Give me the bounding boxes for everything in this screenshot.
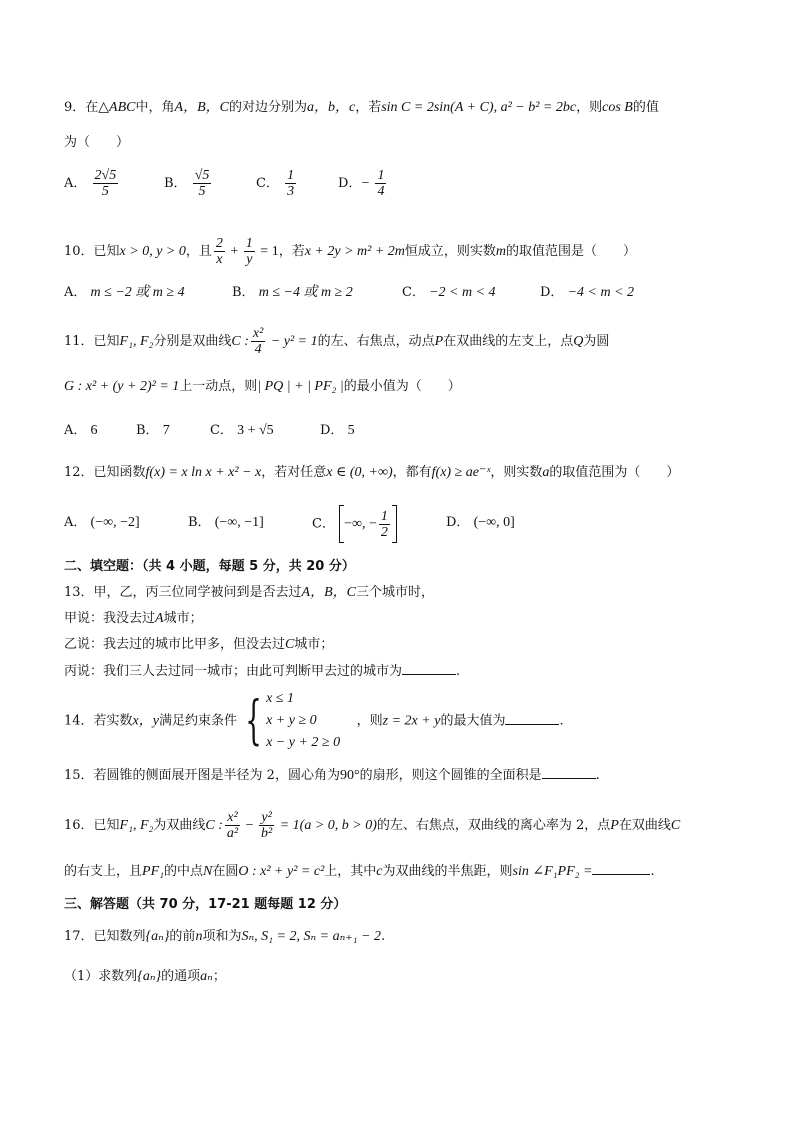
answer-blank	[402, 662, 456, 675]
q15-angle: 90°	[339, 768, 360, 783]
q9-option-a	[64, 168, 120, 199]
q12-option-a	[64, 514, 140, 532]
option-label: D．	[320, 423, 344, 438]
q12-option-d	[446, 514, 515, 532]
option-label: C．	[210, 423, 233, 438]
numerator: 2	[215, 236, 223, 251]
q16-text: 的右支上，且	[64, 864, 143, 879]
denominator: 2	[380, 524, 388, 540]
answer-blank	[592, 862, 650, 875]
q11-curve: C :	[231, 334, 249, 349]
numerator: √5	[194, 168, 210, 183]
q9-option-d	[338, 168, 388, 199]
q14-text: 的最大值为	[440, 713, 506, 729]
q17-sequence: {aₙ}	[137, 969, 162, 984]
q11-option-a	[64, 422, 98, 440]
q11-q: Q	[573, 334, 584, 349]
option-value: −4 < m < 2	[567, 285, 635, 300]
q11-option-b	[136, 422, 170, 440]
period: .	[380, 929, 386, 944]
q15-text: 15．若圆锥的侧面展开图是半径为 2，圆心角为	[64, 768, 340, 783]
period: .	[456, 664, 461, 679]
q17-text: 的通项	[161, 969, 201, 984]
q16-number: 16．已知	[64, 818, 120, 833]
q16-c-var: c	[376, 864, 383, 879]
q9-cosb: cos B	[602, 100, 633, 115]
q17-part1	[64, 968, 226, 986]
q16-circle: O : x² + y² = c²	[238, 864, 325, 879]
equals: = 1	[256, 244, 279, 259]
option-label: D．	[338, 176, 362, 191]
q9-text: ，则	[576, 100, 603, 115]
q16-c: C	[670, 818, 681, 833]
q9-line2: 为（ ）	[64, 135, 130, 150]
q14-line	[64, 688, 564, 755]
q13-text: 丙说：我们三人去过同一城市；由此可判断甲去过的城市为	[64, 664, 403, 679]
q11-expression: | PQ | + | PF₂ |	[257, 379, 344, 394]
numerator: 1	[287, 168, 295, 183]
q14-text: 满足约束条件	[158, 713, 237, 729]
q16-text: 为双曲线	[153, 818, 206, 833]
option-label: A．	[64, 176, 87, 191]
numerator: x²	[227, 810, 238, 825]
q12-inequality: f(x) ≥ ae⁻ˣ	[431, 465, 491, 480]
denominator: b²	[261, 826, 273, 841]
q12-option-c	[312, 505, 397, 543]
q11-text: 分别是双曲线	[153, 334, 232, 349]
denominator: 4	[254, 342, 262, 357]
denominator: 4	[377, 184, 385, 199]
option-label: B．	[232, 285, 255, 300]
q13-line2	[64, 610, 203, 628]
q13-line3	[64, 636, 333, 654]
option-label: D．	[540, 285, 564, 300]
denominator: 5	[101, 184, 109, 199]
q12-domain: x ∈ (0, +∞)	[326, 465, 393, 480]
period: .	[650, 864, 655, 879]
q9-option-c	[256, 168, 298, 199]
q9-a-fraction	[93, 168, 119, 199]
q17-text: ；	[212, 969, 226, 984]
q17-line1	[64, 928, 385, 946]
option-value: (−∞, −2]	[90, 515, 140, 530]
q14-objective: z = 2x + y	[382, 713, 441, 729]
q17-number: 17．已知数列	[64, 929, 146, 944]
q10-option-c	[402, 284, 496, 302]
option-value: 3 + √5	[237, 423, 274, 438]
section-2-heading: 二、填空题：（共 4 小题，每题 5 分，共 20 分）	[64, 559, 355, 574]
q12-c-fraction	[379, 509, 390, 540]
option-label: C．	[402, 285, 425, 300]
option-label: A．	[64, 423, 87, 438]
q11-option-c	[210, 422, 274, 440]
q16-foci: F₁, F₂	[119, 818, 154, 833]
q11-line1	[64, 326, 609, 357]
q13-text: 城市；	[163, 611, 203, 626]
q13-cities: A，B，C	[301, 585, 356, 600]
q13-text: 乙说：我去过的城市比甲多，但没去过	[64, 637, 286, 652]
q16-sin: sin ∠F₁PF₂ =	[512, 864, 593, 879]
q9-b-fraction	[193, 168, 212, 199]
q13-line4	[64, 662, 460, 681]
q9-sides: a，b，c	[306, 100, 356, 115]
q16-text: 的中点	[164, 864, 204, 879]
q11-line2	[64, 378, 461, 396]
constraint-1: x ≤ 1	[266, 691, 294, 706]
q12-line1	[64, 464, 679, 482]
q9-condition: sin C = 2sin(A + C), a² − b² = 2bc	[381, 100, 577, 115]
q16-text: 在圆	[212, 864, 239, 879]
constraint-2: x + y ≥ 0	[266, 713, 317, 728]
q14-number: 14．若实数	[64, 713, 133, 729]
q9-number: 9．在	[64, 100, 99, 115]
q17-text: （1）求数列	[64, 969, 138, 984]
q13-text: 甲说：我没去过	[64, 611, 156, 626]
q17-sequence: {aₙ}	[145, 929, 170, 944]
option-value: −∞, −	[344, 516, 377, 532]
q16-frac2	[259, 810, 274, 841]
q11-foci: F₁, F₂	[119, 334, 154, 349]
q16-curve: C :	[205, 818, 223, 833]
q12-text: ，都有	[392, 465, 432, 480]
q10-option-a	[64, 284, 185, 302]
q15-line	[64, 766, 600, 785]
q17-n: n	[195, 929, 203, 944]
q13-city: A	[155, 611, 164, 626]
q11-circle: G : x² + (y + 2)² = 1	[64, 379, 180, 394]
q9-text: 的对边分别为	[228, 100, 307, 115]
minus-sign: −	[361, 176, 370, 191]
q10-frac2	[244, 236, 255, 267]
q16-p: P	[610, 818, 619, 833]
q11-text: 在双曲线的左支上，点	[443, 334, 574, 349]
numerator: 1	[380, 508, 388, 524]
constraint-3: x − y + 2 ≥ 0	[266, 735, 341, 750]
answer-blank	[505, 712, 559, 725]
q11-frac	[251, 326, 265, 357]
q16-text: 的左、右焦点，双曲线的离心率为 2，点	[376, 818, 611, 833]
option-label: A．	[64, 515, 87, 530]
period: .	[595, 768, 600, 783]
q16-line2	[64, 862, 655, 881]
q16-line1	[64, 810, 680, 841]
left-brace: {	[245, 691, 262, 751]
q16-segment: PF₁	[142, 864, 164, 879]
q10-line1	[64, 236, 636, 267]
q10-condition: x > 0, y > 0	[119, 244, 186, 259]
q11-text: 上一动点，则	[179, 379, 258, 394]
option-value: −2 < m < 4	[429, 285, 496, 300]
option-value: (−∞, −1]	[214, 515, 264, 530]
q12-option-b	[188, 514, 264, 532]
q9-text: 的值	[632, 100, 659, 115]
q14-constraints	[266, 688, 340, 754]
option-label: C．	[312, 516, 335, 532]
q12-function: f(x) = x ln x + x² − x	[145, 465, 262, 480]
option-label: B．	[188, 515, 211, 530]
q16-text: 上，其中	[324, 864, 377, 879]
denominator: a²	[226, 826, 239, 841]
q9-triangle: △ABC	[98, 100, 136, 115]
q16-text: 在双曲线	[618, 818, 671, 833]
q13-text: 城市；	[294, 637, 334, 652]
period: .	[559, 713, 564, 729]
q16-frac1	[225, 810, 240, 841]
q17-condition: Sₙ, S₁ = 2, Sₙ = aₙ₊₁ − 2	[241, 929, 381, 944]
q10-option-d	[540, 284, 634, 302]
q15-text: 的扇形，则这个圆锥的全面积是	[359, 768, 542, 783]
q14-vars: x，y	[132, 713, 159, 729]
q11-text: 为圆	[583, 334, 610, 349]
option-label: D．	[446, 515, 470, 530]
q9-angles: A，B，C	[174, 100, 229, 115]
q13-city: C	[285, 637, 295, 652]
q10-option-b	[232, 284, 353, 302]
q11-p: P	[434, 334, 444, 349]
q12-text: ，则实数	[490, 465, 543, 480]
q12-var-a: a	[542, 465, 550, 480]
denominator: y	[246, 252, 253, 267]
q10-text: ，若	[278, 244, 305, 259]
q17-text: 项和为	[202, 929, 242, 944]
q11-option-d	[320, 422, 355, 440]
q11-eq: − y² = 1	[267, 334, 318, 349]
q10-inequality: x + 2y > m² + 2m	[304, 244, 405, 259]
q11-text: 的最小值为（ ）	[343, 379, 461, 394]
q16-n: N	[203, 864, 213, 879]
q16-text: 为双曲线的半焦距，则	[382, 864, 513, 879]
q9-c-fraction	[285, 168, 296, 199]
q17-term: aₙ	[200, 969, 213, 984]
q12-number: 12．已知函数	[64, 465, 146, 480]
q12-text: 的取值范围为（ ）	[549, 465, 680, 480]
right-bracket	[392, 505, 397, 543]
option-label: C．	[256, 176, 279, 191]
numerator: y²	[261, 810, 272, 825]
q9-text: 中，角	[135, 100, 175, 115]
numerator: x²	[252, 326, 264, 341]
option-value: m ≤ −4 或 m ≥ 2	[258, 285, 353, 300]
q13-text: 13．甲，乙，丙三位同学被问到是否去过	[64, 585, 302, 600]
numerator: 1	[377, 168, 385, 183]
section-3-heading: 三、解答题（共 70 分，17-21 题每题 12 分）	[64, 897, 347, 912]
numerator: 1	[245, 236, 253, 251]
option-label: A．	[64, 285, 87, 300]
numerator: 2√5	[94, 168, 117, 183]
answer-blank	[542, 766, 596, 779]
option-label: B．	[136, 423, 159, 438]
option-value: (−∞, 0]	[473, 515, 515, 530]
q10-number: 10．已知	[64, 244, 120, 259]
q10-text: ，且	[185, 244, 212, 259]
option-value: m ≤ −2 或 m ≥ 4	[90, 285, 185, 300]
q9-line1	[64, 99, 659, 117]
option-value: 7	[162, 423, 170, 438]
q10-text: 的取值范围是（ ）	[506, 244, 637, 259]
denominator: 3	[287, 184, 295, 199]
q11-text: 的左、右焦点，动点	[317, 334, 435, 349]
q13-text: 三个城市时，	[356, 585, 435, 600]
q11-number: 11．已知	[64, 334, 120, 349]
q13-line1	[64, 584, 434, 602]
denominator: x	[216, 252, 223, 267]
option-value: 5	[347, 423, 355, 438]
q14-text: ，则	[356, 713, 383, 729]
q10-text: 恒成立，则实数	[404, 244, 496, 259]
q12-text: ，若对任意	[261, 465, 327, 480]
q16-eq: = 1(a > 0, b > 0)	[276, 818, 377, 833]
plus-sign: +	[226, 244, 242, 259]
q9-option-b	[164, 168, 213, 199]
q10-var-m: m	[495, 244, 507, 259]
option-value: 6	[90, 423, 98, 438]
minus-sign: −	[242, 818, 258, 833]
denominator: 5	[198, 184, 206, 199]
q17-text: 的前	[169, 929, 196, 944]
option-label: B．	[164, 176, 187, 191]
q9-text: ，若	[355, 100, 382, 115]
q10-frac1	[214, 236, 225, 267]
q9-d-fraction	[375, 168, 386, 199]
